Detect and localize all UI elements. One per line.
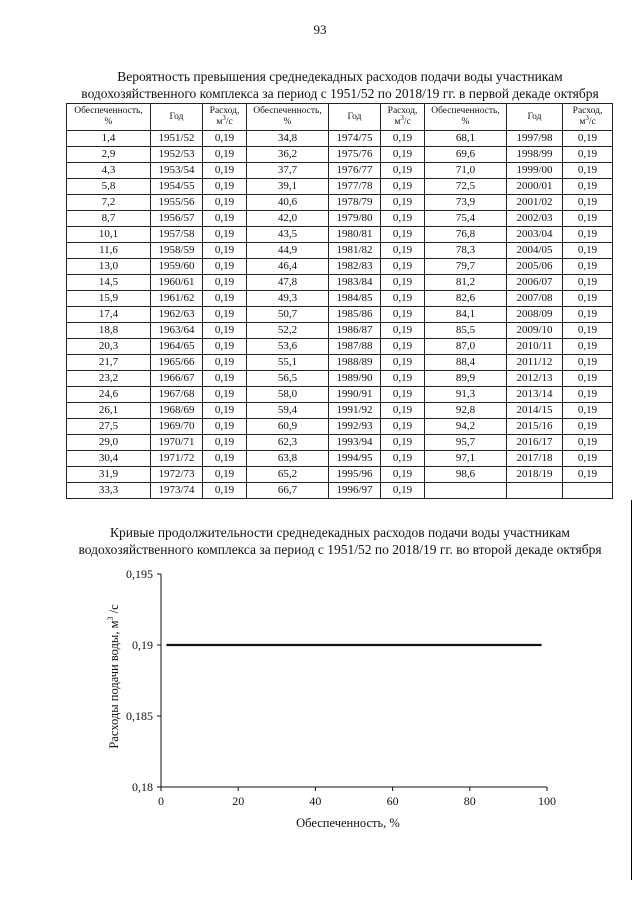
table-cell: 0,19 bbox=[203, 339, 247, 355]
table-cell: 0,19 bbox=[381, 227, 425, 243]
page-number: 93 bbox=[313, 22, 327, 37]
table-cell: 0,19 bbox=[203, 195, 247, 211]
header-year: Год bbox=[507, 104, 563, 131]
table-cell: 69,6 bbox=[425, 147, 507, 163]
table-title-line1: Вероятность превышения среднедекадных расходов подачи воды участникам bbox=[117, 69, 563, 84]
table-cell: 0,19 bbox=[203, 275, 247, 291]
table-cell: 1952/53 bbox=[151, 147, 203, 163]
y-axis-label bbox=[106, 604, 121, 749]
table-cell: 0,19 bbox=[381, 339, 425, 355]
table-cell: 97,1 bbox=[425, 451, 507, 467]
table-cell: 27,5 bbox=[67, 419, 151, 435]
table-cell: 0,19 bbox=[203, 163, 247, 179]
table-cell: 63,8 bbox=[247, 451, 329, 467]
y-tick-label: 0,195 bbox=[126, 567, 153, 581]
table-cell: 0,19 bbox=[381, 307, 425, 323]
table-cell: 1951/52 bbox=[151, 131, 203, 147]
table-cell: 0,19 bbox=[563, 419, 613, 435]
table-cell: 0,19 bbox=[563, 211, 613, 227]
table-cell: 2006/07 bbox=[507, 275, 563, 291]
table-cell: 0,19 bbox=[381, 259, 425, 275]
table-cell: 0,19 bbox=[563, 307, 613, 323]
table-cell: 50,7 bbox=[247, 307, 329, 323]
table-cell: 46,4 bbox=[247, 259, 329, 275]
table-cell: 91,3 bbox=[425, 387, 507, 403]
table-cell: 10,1 bbox=[67, 227, 151, 243]
table-cell: 85,5 bbox=[425, 323, 507, 339]
table-cell: 0,19 bbox=[563, 451, 613, 467]
table-cell: 0,19 bbox=[381, 147, 425, 163]
table-cell: 0,19 bbox=[381, 483, 425, 499]
table-cell: 0,19 bbox=[203, 451, 247, 467]
x-tick-label: 80 bbox=[463, 794, 476, 808]
table-cell: 0,19 bbox=[381, 211, 425, 227]
table-cell: 0,19 bbox=[381, 291, 425, 307]
table-cell: 40,6 bbox=[247, 195, 329, 211]
table-cell: 1999/00 bbox=[507, 163, 563, 179]
x-tick-label: 20 bbox=[232, 794, 245, 808]
table-cell: 0,19 bbox=[203, 371, 247, 387]
table-cell: 15,9 bbox=[67, 291, 151, 307]
table-cell: 1969/70 bbox=[151, 419, 203, 435]
table-cell: 1974/75 bbox=[329, 131, 381, 147]
table-cell: 75,4 bbox=[425, 211, 507, 227]
table-cell: 92,8 bbox=[425, 403, 507, 419]
table-cell: 0,19 bbox=[381, 243, 425, 259]
table-cell: 31,9 bbox=[67, 467, 151, 483]
table-cell: 2004/05 bbox=[507, 243, 563, 259]
table-cell: 0,19 bbox=[203, 483, 247, 499]
header-flow: Расход, $м^3/с$ bbox=[203, 104, 247, 131]
table-cell: 0,19 bbox=[563, 259, 613, 275]
header-obesp: Обеспеченность, % bbox=[425, 104, 507, 131]
table-cell: 1962/63 bbox=[151, 307, 203, 323]
y-axis-label-sup: 3 bbox=[106, 616, 115, 621]
table-cell: 1966/67 bbox=[151, 371, 203, 387]
table-cell: 1982/83 bbox=[329, 259, 381, 275]
table-cell: 0,19 bbox=[381, 419, 425, 435]
table-cell: 0,19 bbox=[563, 339, 613, 355]
table-cell: 44,9 bbox=[247, 243, 329, 259]
table-cell: 1978/79 bbox=[329, 195, 381, 211]
table-cell: 1984/85 bbox=[329, 291, 381, 307]
table-cell: 1972/73 bbox=[151, 467, 203, 483]
table-cell: 82,6 bbox=[425, 291, 507, 307]
table-cell: 0,19 bbox=[203, 435, 247, 451]
table-cell: 89,9 bbox=[425, 371, 507, 387]
table-cell: 1965/66 bbox=[151, 355, 203, 371]
table-cell: 0,19 bbox=[203, 211, 247, 227]
table-cell: 2005/06 bbox=[507, 259, 563, 275]
table-cell: 0,19 bbox=[381, 323, 425, 339]
table-cell: 0,19 bbox=[203, 147, 247, 163]
x-tick-label: 60 bbox=[386, 794, 399, 808]
table-cell: 94,2 bbox=[425, 419, 507, 435]
table-cell: 1998/99 bbox=[507, 147, 563, 163]
header-year: Год bbox=[329, 104, 381, 131]
table-cell: 0,19 bbox=[563, 387, 613, 403]
table-cell: 0,19 bbox=[381, 163, 425, 179]
table-cell: 2,9 bbox=[67, 147, 151, 163]
table-cell: 2013/14 bbox=[507, 387, 563, 403]
table-cell: 1968/69 bbox=[151, 403, 203, 419]
x-tick-label: 40 bbox=[309, 794, 322, 808]
x-axis-label: Обеспеченность, % bbox=[296, 816, 400, 830]
table-cell: 58,0 bbox=[247, 387, 329, 403]
y-axis-label-rest: /с bbox=[107, 604, 121, 617]
table-cell: 5,8 bbox=[67, 179, 151, 195]
table-cell: 1973/74 bbox=[151, 483, 203, 499]
table-cell: 29,0 bbox=[67, 435, 151, 451]
table-cell: 49,3 bbox=[247, 291, 329, 307]
table-cell: 73,9 bbox=[425, 195, 507, 211]
table-cell: 0,19 bbox=[203, 355, 247, 371]
table-cell: 1959/60 bbox=[151, 259, 203, 275]
table-cell: 1963/64 bbox=[151, 323, 203, 339]
table-cell: 37,7 bbox=[247, 163, 329, 179]
table-cell: 0,19 bbox=[203, 467, 247, 483]
table-cell: 2012/13 bbox=[507, 371, 563, 387]
table-cell: 62,3 bbox=[247, 435, 329, 451]
table-cell: 1958/59 bbox=[151, 243, 203, 259]
table-cell: 84,1 bbox=[425, 307, 507, 323]
header-obesp: Обеспеченность, % bbox=[247, 104, 329, 131]
table-cell: 1964/65 bbox=[151, 339, 203, 355]
table-cell: 23,2 bbox=[67, 371, 151, 387]
table-cell: 2002/03 bbox=[507, 211, 563, 227]
table-cell: 2007/08 bbox=[507, 291, 563, 307]
table-cell: 11,6 bbox=[67, 243, 151, 259]
table-cell: 0,19 bbox=[381, 179, 425, 195]
table-cell: 56,5 bbox=[247, 371, 329, 387]
table-cell: 2011/12 bbox=[507, 355, 563, 371]
table-cell: 0,19 bbox=[563, 371, 613, 387]
table-cell: 59,4 bbox=[247, 403, 329, 419]
table-cell: 2016/17 bbox=[507, 435, 563, 451]
y-axis-label-base: Расходы подачи воды, м bbox=[107, 620, 121, 749]
table-cell: 0,19 bbox=[563, 355, 613, 371]
table-cell: 36,2 bbox=[247, 147, 329, 163]
table-cell: 18,8 bbox=[67, 323, 151, 339]
table-cell: 1986/87 bbox=[329, 323, 381, 339]
table-cell: 17,4 bbox=[67, 307, 151, 323]
table-cell: 0,19 bbox=[381, 467, 425, 483]
table-cell: 1975/76 bbox=[329, 147, 381, 163]
table-cell: 0,19 bbox=[563, 291, 613, 307]
table-cell: 1989/90 bbox=[329, 371, 381, 387]
table-cell: 2001/02 bbox=[507, 195, 563, 211]
table-cell: 1977/78 bbox=[329, 179, 381, 195]
table-cell: 1996/97 bbox=[329, 483, 381, 499]
table-cell: 1981/82 bbox=[329, 243, 381, 259]
header-flow: Расход, $м^3/с$ bbox=[381, 104, 425, 131]
table-cell: 0,19 bbox=[381, 355, 425, 371]
table-cell: 0,19 bbox=[563, 323, 613, 339]
table-cell: 1992/93 bbox=[329, 419, 381, 435]
table-cell: 0,19 bbox=[381, 371, 425, 387]
table-cell: 0,19 bbox=[563, 131, 613, 147]
table-cell: 47,8 bbox=[247, 275, 329, 291]
table-cell: 81,2 bbox=[425, 275, 507, 291]
table-cell: 71,0 bbox=[425, 163, 507, 179]
table-cell: 98,6 bbox=[425, 467, 507, 483]
table-cell: 20,3 bbox=[67, 339, 151, 355]
y-tick-label: 0,19 bbox=[132, 638, 153, 652]
table-cell: 0,19 bbox=[563, 275, 613, 291]
table-cell: 14,5 bbox=[67, 275, 151, 291]
table-cell: 1985/86 bbox=[329, 307, 381, 323]
table-cell: 8,7 bbox=[67, 211, 151, 227]
x-tick-label: 100 bbox=[538, 794, 556, 808]
x-tick-label: 0 bbox=[158, 794, 164, 808]
table-cell: 2015/16 bbox=[507, 419, 563, 435]
table-cell: 1970/71 bbox=[151, 435, 203, 451]
table-cell: 1994/95 bbox=[329, 451, 381, 467]
table-cell: 95,7 bbox=[425, 435, 507, 451]
table-cell: 0,19 bbox=[381, 131, 425, 147]
table-cell: 0,19 bbox=[381, 435, 425, 451]
table-cell: 42,0 bbox=[247, 211, 329, 227]
table-cell: 1993/94 bbox=[329, 435, 381, 451]
y-tick-label: 0,18 bbox=[132, 780, 153, 794]
table-cell: 78,3 bbox=[425, 243, 507, 259]
table-cell: 0,19 bbox=[381, 387, 425, 403]
table-cell: 0,19 bbox=[203, 403, 247, 419]
table-cell: 2014/15 bbox=[507, 403, 563, 419]
header-year: Год bbox=[151, 104, 203, 131]
table-cell: 33,3 bbox=[67, 483, 151, 499]
table-cell: 34,8 bbox=[247, 131, 329, 147]
table-cell: 2009/10 bbox=[507, 323, 563, 339]
chart-title-line2: водохозяйственного комплекса за период с 1951/52 по 2018/19 гг. во второй декаде октября bbox=[78, 542, 602, 557]
scan-edge-line bbox=[631, 500, 632, 880]
table-cell: 24,6 bbox=[67, 387, 151, 403]
table-cell: 0,19 bbox=[203, 291, 247, 307]
header-flow: Расход, $м^3/с$ bbox=[563, 104, 613, 131]
table-cell: 0,19 bbox=[381, 451, 425, 467]
table-cell: 52,2 bbox=[247, 323, 329, 339]
table-cell: 0,19 bbox=[203, 259, 247, 275]
table-cell: 26,1 bbox=[67, 403, 151, 419]
table-cell: 66,7 bbox=[247, 483, 329, 499]
y-tick-label: 0,185 bbox=[126, 709, 153, 723]
table-cell: 0,19 bbox=[203, 387, 247, 403]
table-cell: 13,0 bbox=[67, 259, 151, 275]
table-cell: 2010/11 bbox=[507, 339, 563, 355]
table-cell: 0,19 bbox=[563, 179, 613, 195]
table-cell: 65,2 bbox=[247, 467, 329, 483]
table-cell: 2017/18 bbox=[507, 451, 563, 467]
table-cell: 1979/80 bbox=[329, 211, 381, 227]
table-cell: 0,19 bbox=[563, 435, 613, 451]
table-cell: 68,1 bbox=[425, 131, 507, 147]
table-cell: 2003/04 bbox=[507, 227, 563, 243]
table-cell: 0,19 bbox=[381, 403, 425, 419]
table-cell: 1995/96 bbox=[329, 467, 381, 483]
table-cell: 1988/89 bbox=[329, 355, 381, 371]
table-cell: 0,19 bbox=[203, 307, 247, 323]
table-cell: 0,19 bbox=[563, 227, 613, 243]
table-title-line2: водохозяйственного комплекса за период с 1951/52 по 2018/19 гг. в первой декаде октября bbox=[81, 86, 599, 101]
table-cell: 0,19 bbox=[381, 275, 425, 291]
table-cell: 0,19 bbox=[203, 131, 247, 147]
table-cell: 39,1 bbox=[247, 179, 329, 195]
table-cell: 72,5 bbox=[425, 179, 507, 195]
table-cell: 0,19 bbox=[563, 467, 613, 483]
table-cell: 0,19 bbox=[203, 243, 247, 259]
table-cell: 0,19 bbox=[203, 419, 247, 435]
table-cell: 1987/88 bbox=[329, 339, 381, 355]
table-cell: 2000/01 bbox=[507, 179, 563, 195]
table-cell: 87,0 bbox=[425, 339, 507, 355]
table-cell: 0,19 bbox=[203, 323, 247, 339]
table-cell: 1960/61 bbox=[151, 275, 203, 291]
chart-title-line1: Кривые продолжительности среднедекадных расходов подачи воды участникам bbox=[110, 525, 570, 540]
table-cell: 21,7 bbox=[67, 355, 151, 371]
table-cell: 1971/72 bbox=[151, 451, 203, 467]
table-cell: 0,19 bbox=[563, 403, 613, 419]
table-cell: 2008/09 bbox=[507, 307, 563, 323]
table-cell: 0,19 bbox=[563, 195, 613, 211]
table-cell: 0,19 bbox=[563, 147, 613, 163]
table-cell: 1956/57 bbox=[151, 211, 203, 227]
table-cell: 1976/77 bbox=[329, 163, 381, 179]
table-cell: 1957/58 bbox=[151, 227, 203, 243]
table-cell: 1990/91 bbox=[329, 387, 381, 403]
table-cell: 0,19 bbox=[563, 243, 613, 259]
table-cell: 1997/98 bbox=[507, 131, 563, 147]
table-cell: 1961/62 bbox=[151, 291, 203, 307]
table-cell: 76,8 bbox=[425, 227, 507, 243]
table-cell: 0,19 bbox=[203, 227, 247, 243]
table-cell: 43,5 bbox=[247, 227, 329, 243]
table-cell: 1967/68 bbox=[151, 387, 203, 403]
table-cell: 1980/81 bbox=[329, 227, 381, 243]
table-cell: 55,1 bbox=[247, 355, 329, 371]
table-cell: 0,19 bbox=[381, 195, 425, 211]
table-cell: 1991/92 bbox=[329, 403, 381, 419]
header-obesp: Обеспеченность, % bbox=[67, 104, 151, 131]
table-cell: 60,9 bbox=[247, 419, 329, 435]
table-cell: 53,6 bbox=[247, 339, 329, 355]
table-cell: 1953/54 bbox=[151, 163, 203, 179]
table-cell: 79,7 bbox=[425, 259, 507, 275]
table-cell: 88,4 bbox=[425, 355, 507, 371]
table-cell: 1,4 bbox=[67, 131, 151, 147]
table-cell: 1954/55 bbox=[151, 179, 203, 195]
table-cell: 30,4 bbox=[67, 451, 151, 467]
table-cell: 4,3 bbox=[67, 163, 151, 179]
table-cell: 1983/84 bbox=[329, 275, 381, 291]
table-cell: 0,19 bbox=[563, 163, 613, 179]
table-cell: 7,2 bbox=[67, 195, 151, 211]
table-cell: 2018/19 bbox=[507, 467, 563, 483]
table-cell: 0,19 bbox=[203, 179, 247, 195]
table-cell: 1955/56 bbox=[151, 195, 203, 211]
